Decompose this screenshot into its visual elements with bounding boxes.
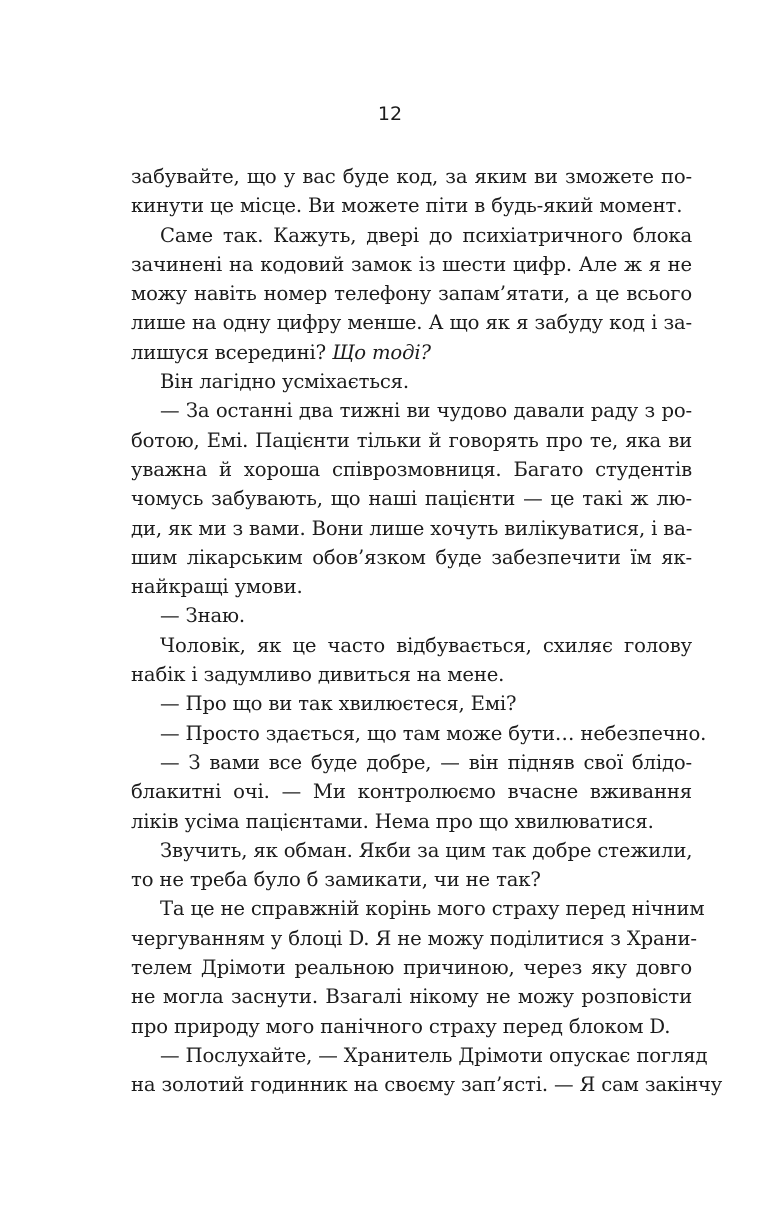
dialogue-line: — Просто здається, що там може бути… небезпечно. <box>160 721 707 745</box>
text-fragment: лишуся всередині? <box>131 340 326 364</box>
dialogue-line: — Послухайте, — Хранитель Дрімоти опускає погляд <box>160 1043 708 1067</box>
text-line: чергуванням у блоці D. Я не можу поділитися з Храни- <box>131 926 697 950</box>
text-line: ботою, Емі. Пацієнти тільки й говорять про те, яка ви <box>131 428 692 452</box>
italic-emphasis: Що тоді? <box>332 340 431 364</box>
paragraph-first-line: Та це не справжній корінь мого страху перед нічним <box>160 897 705 921</box>
text-line: ліків усіма пацієнтами. Нема про що хвилюватися. <box>131 809 654 833</box>
text-line: блакитні очі. — Ми контролюємо вчасне вживання <box>131 780 692 804</box>
page-number: 12 <box>377 103 403 125</box>
paragraph-first-line: Саме так. Кажуть, двері до психіатричного блока <box>160 223 692 247</box>
text-line: чомусь забувають, що наші пацієнти — це такі ж лю- <box>131 487 692 511</box>
text-line: забувайте, що у вас буде код, за яким ви зможете по- <box>131 165 692 188</box>
text-line: про природу мого панічного страху перед блоком D. <box>131 1014 671 1038</box>
dialogue-line: — Знаю. <box>160 604 246 628</box>
text-line: уважна й хороша співрозмовниця. Багато студентів <box>131 457 692 481</box>
text-line: зачинені на кодовий замок із шести цифр. Але ж я не <box>131 252 692 276</box>
dialogue-line: — Про що ви так хвилюєтеся, Емі? <box>160 692 517 716</box>
paragraph-first-line: Звучить, як обман. Якби за цим так добре стежили, <box>160 838 693 862</box>
paragraph-first-line: Він лагідно усміхається. <box>160 370 409 394</box>
text-line: не могла заснути. Взагалі нікому не можу розповісти <box>131 985 692 1009</box>
text-line: шим лікарським обов’язком буде забезпечити їм як- <box>131 545 692 569</box>
text-line: найкращі умови. <box>131 575 303 599</box>
text-line: можу навіть номер телефону запам’ятати, а це всього <box>131 282 692 306</box>
text-line-with-emphasis <box>131 338 692 367</box>
text-line: ди, як ми з вами. Вони лише хочуть вилікуватися, і ва- <box>131 516 693 540</box>
text-line: то не треба було б замикати, чи не так? <box>131 868 541 892</box>
text-line: телем Дрімоти реальною причиною, через яку довго <box>131 956 692 980</box>
paragraph-first-line: Чоловік, як це часто відбувається, схиляє голову <box>160 633 692 657</box>
dialogue-line: — За останні два тижні ви чудово давали раду з ро- <box>160 399 692 423</box>
text-line: лише на одну цифру менше. А що як я забуду код і за- <box>131 311 692 335</box>
body-text <box>131 162 723 1100</box>
text-line: кинути це місце. Ви можете піти в будь-який момент. <box>131 194 683 218</box>
text-line: набік і задумливо дивиться на мене. <box>131 663 505 687</box>
text-line: на золотий годинник на своєму зап’ясті. — Я сам закінчу <box>131 1073 723 1097</box>
dialogue-line: — З вами все буде добре, — він підняв свої блідо- <box>160 750 692 774</box>
